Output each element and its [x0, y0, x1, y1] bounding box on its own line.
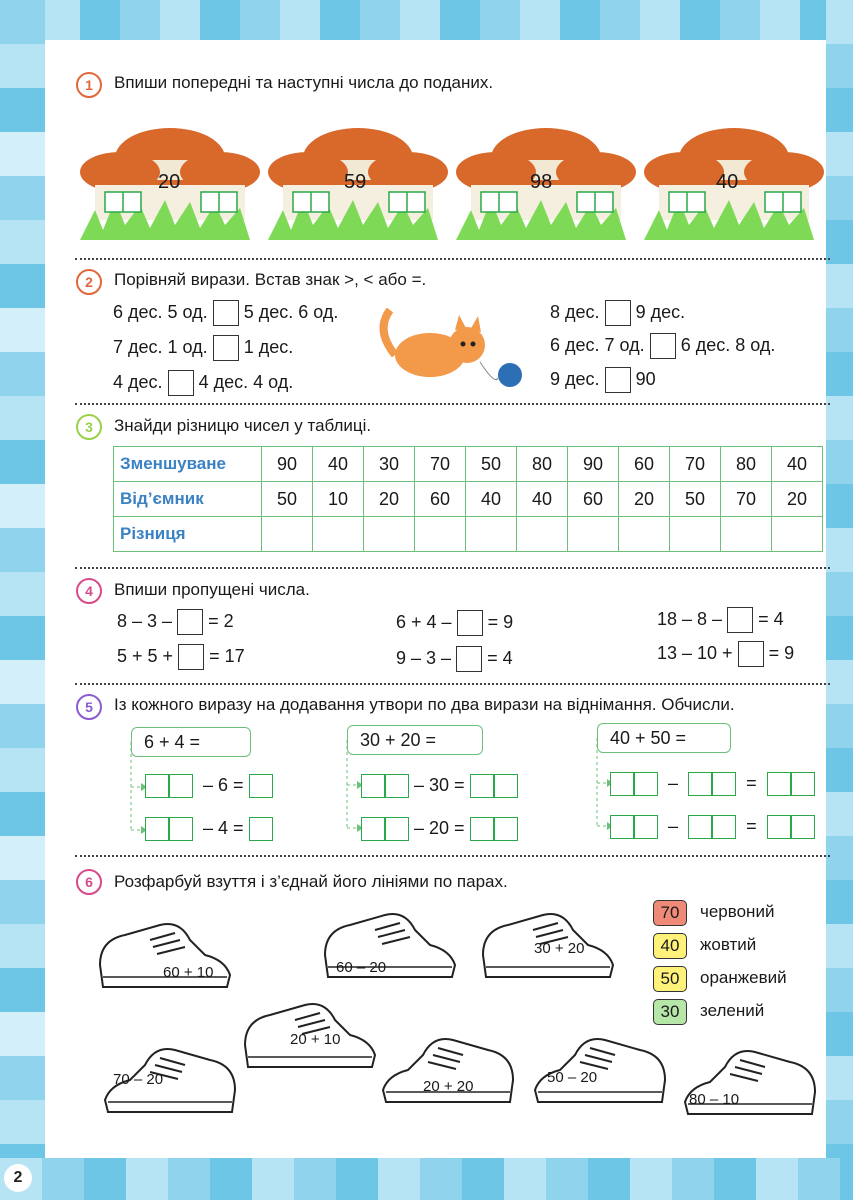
subtraction-row: – 4 = [145, 817, 273, 841]
equation: 18 – 8 – = 4 [657, 607, 784, 633]
table-cell: 20 [364, 482, 415, 517]
table-cell: 60 [415, 482, 466, 517]
table-cell: 90 [568, 447, 619, 482]
mushroom-number-4: 40 [716, 171, 739, 193]
compare-row: 4 дес. 4 дес. 4 од. [113, 370, 293, 396]
task-2-title: Порівняй вирази. Встав знак >, < або =. [114, 270, 427, 289]
table-cell: 40 [313, 447, 364, 482]
table-cell: 20 [772, 482, 823, 517]
shoe-label: 30 + 20 [534, 940, 585, 957]
row-label: Зменшуване [114, 447, 262, 482]
equation: 13 – 10 + = 9 [657, 641, 794, 667]
mushroom-number-1: 20 [158, 171, 181, 193]
shoe-label: 70 – 20 [113, 1071, 164, 1088]
task-number-1: 1 [76, 72, 102, 98]
table-cell: 20 [619, 482, 670, 517]
compare-row: 9 дес. 90 [550, 367, 656, 393]
shoe-label: 60 – 20 [336, 959, 387, 976]
legend-swatch-orange: 50 [653, 966, 687, 992]
table-cell: 70 [670, 447, 721, 482]
compare-row: 6 дес. 5 од. 5 дес. 6 од. [113, 300, 338, 326]
shoe-label: 20 + 20 [423, 1078, 474, 1095]
addition-expression: 6 + 4 = [131, 727, 251, 757]
table-cell: 50 [670, 482, 721, 517]
legend-label: оранжевий [700, 968, 787, 987]
task-number-4: 4 [76, 578, 102, 604]
table-cell: 10 [313, 482, 364, 517]
table-cell: 70 [721, 482, 772, 517]
equation: 9 – 3 – = 4 [396, 646, 513, 672]
task-number-3: 3 [76, 414, 102, 440]
subtraction-row: – = [610, 772, 815, 796]
task-6-title: Розфарбуй взуття і з’єднай його лініями по парах. [114, 872, 508, 891]
legend-swatch-green: 30 [653, 999, 687, 1025]
subtraction-row: – 20 = [361, 817, 518, 841]
shoe-label: 50 – 20 [547, 1069, 598, 1086]
equation: 6 + 4 – = 9 [396, 610, 513, 636]
legend-label: зелений [700, 1001, 765, 1020]
subtraction-row: – = [610, 815, 815, 839]
compare-row: 8 дес. 9 дес. [550, 300, 685, 326]
task-number-2: 2 [76, 269, 102, 295]
legend-label: червоний [700, 902, 775, 921]
shoe-label: 80 – 10 [689, 1091, 740, 1108]
table-cell: 40 [772, 447, 823, 482]
table-cell: 70 [415, 447, 466, 482]
compare-row: 7 дес. 1 од. 1 дес. [113, 335, 293, 361]
table-cell: 90 [262, 447, 313, 482]
shoe-label: 60 + 10 [163, 964, 214, 981]
task-number-6: 6 [76, 869, 102, 895]
equation: 5 + 5 + = 17 [117, 644, 245, 670]
legend-swatch-red: 70 [653, 900, 687, 926]
table-cell: 40 [517, 482, 568, 517]
addition-expression: 30 + 20 = [347, 725, 483, 755]
compare-row: 6 дес. 7 од. 6 дес. 8 од. [550, 333, 775, 359]
subtraction-row: – 30 = [361, 774, 518, 798]
task-1-title: Впиши попередні та наступні числа до поданих. [114, 73, 494, 92]
table-cell: 60 [619, 447, 670, 482]
table-cell: 40 [466, 482, 517, 517]
table-cell: 50 [262, 482, 313, 517]
task-3-title: Знайди різницю чисел у таблиці. [114, 416, 372, 435]
table-cell: 50 [466, 447, 517, 482]
subtraction-row: – 6 = [145, 774, 273, 798]
task-number-5: 5 [76, 694, 102, 720]
row-label: Від’ємник [114, 482, 262, 517]
task-5-title: Із кожного виразу на додавання утвори по два вирази на віднімання. Обчисли. [114, 695, 735, 714]
shoe-label: 20 + 10 [290, 1031, 341, 1048]
addition-expression: 40 + 50 = [597, 723, 731, 753]
mushroom-number-2: 59 [344, 171, 367, 193]
legend-swatch-yellow: 40 [653, 933, 687, 959]
task-4-title: Впиши пропущені числа. [114, 580, 310, 599]
table-cell: 80 [721, 447, 772, 482]
legend-label: жовтий [700, 935, 757, 954]
table-cell: 80 [517, 447, 568, 482]
table-cell: 30 [364, 447, 415, 482]
page-number: 2 [4, 1164, 32, 1192]
mushroom-number-3: 98 [530, 171, 553, 193]
table-cell: 60 [568, 482, 619, 517]
equation: 8 – 3 – = 2 [117, 609, 234, 635]
row-label: Різниця [114, 517, 262, 552]
